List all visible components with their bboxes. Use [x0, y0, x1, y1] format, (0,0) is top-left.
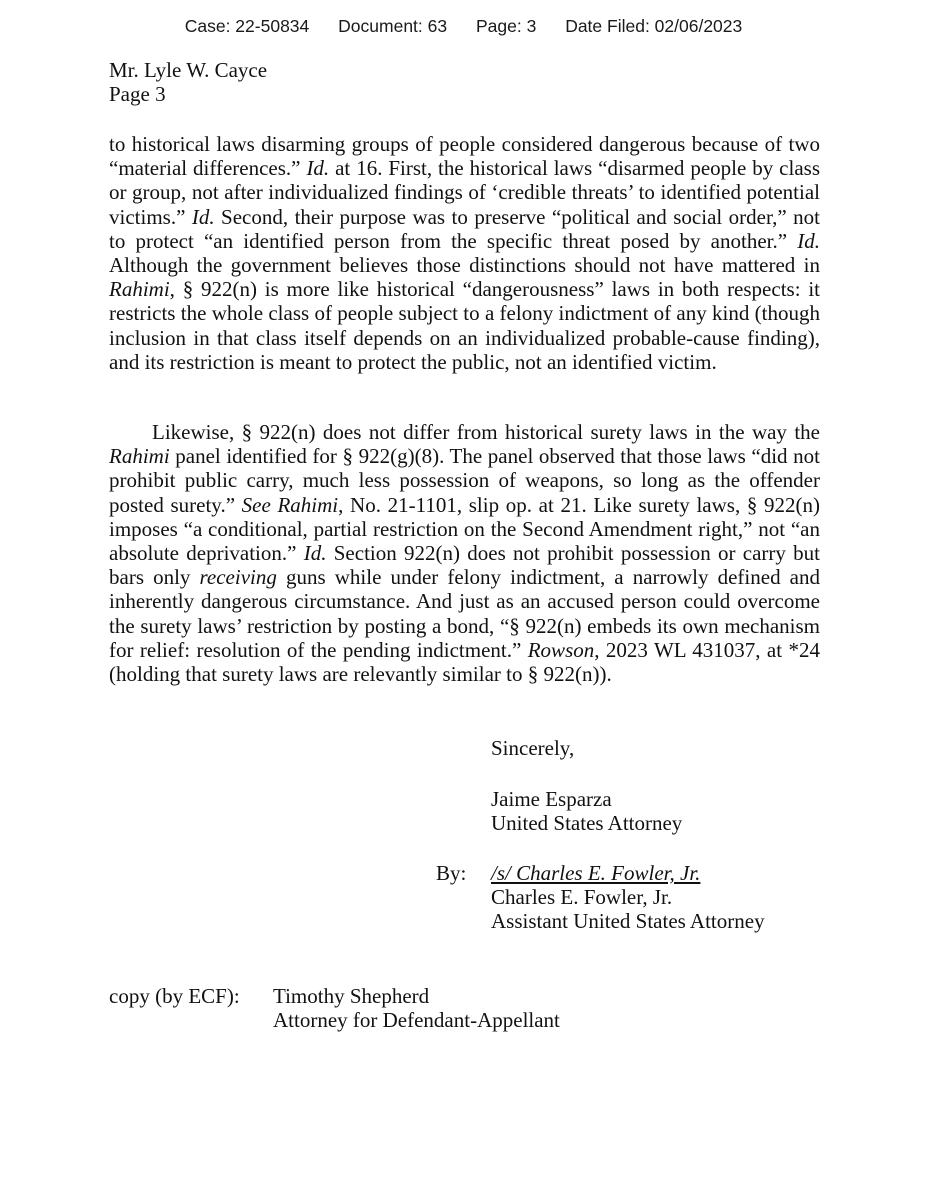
emphasis-italic: receiving — [199, 565, 277, 590]
addressee-block — [109, 58, 267, 106]
case-name-italic: Rahimi — [109, 444, 170, 469]
text-run: , 2023 WL 431037, at *24 (holding that surety laws are relevantly similar to § 922(n)). — [109, 637, 820, 687]
text-run: guns while under felony indictment, a narrowly defined and inherently dangerous circumstance. And just as an accused person could overcome the surety laws’ restriction by posting a bond, “§ 922(n) embeds its own mechanism for relief: resolution of the pending indictment.” — [109, 565, 820, 662]
case-name-italic: Rahimi — [109, 277, 170, 302]
attorney-title: United States Attorney — [491, 811, 683, 836]
citation-italic: Id. — [797, 228, 820, 253]
closing-sincerely: Sincerely, — [491, 736, 575, 760]
recipient-name: Timothy Shepherd — [273, 984, 430, 1008]
closing-block — [491, 787, 682, 835]
text-run: panel identified for § 922(g)(8). The panel observed that those laws “did not prohibit public carry, much less possession of weapons, so long as the offender posted surety.” — [109, 444, 820, 517]
text-run: to historical laws disarming groups of people considered dangerous because of two “material differences.” — [109, 132, 820, 181]
paragraph-2-text — [109, 420, 820, 686]
recipient-role: Attorney for Defendant-Appellant — [273, 1008, 560, 1033]
electronic-signature: /s/ Charles E. Fowler, Jr. — [491, 861, 701, 885]
text-run: at 16. First, the historical laws “disarmed people by class or group, not after individualized findings of ‘credible threats’ to identified potential victims.” — [109, 156, 821, 229]
paragraph-1-text — [109, 132, 820, 374]
text-run: , No. 21-1101, slip op. at 21. Like surety laws, § 922(n) imposes “a conditional, partial restriction on the Second Amendment right,” not “an absolute deprivation.” — [109, 492, 820, 566]
signer-name: Charles E. Fowler, Jr. — [491, 885, 673, 910]
text-run: , § 922(n) is more like historical “dangerousness” laws in both respects: it restricts the whole class of people subject to a felony indictment of any kind (though inclusion in that class itself depends on an individualized probable-cause finding), and its restriction is meant to protect the public, not an identified victim. — [109, 277, 820, 374]
case-name-italic: Rowson — [527, 637, 595, 662]
copy-recipient — [273, 984, 560, 1032]
addressee-name: Mr. Lyle W. Cayce — [109, 58, 268, 82]
citation-italic: Id. — [303, 541, 327, 566]
case-header — [0, 16, 927, 37]
citation-italic: Id. — [191, 204, 215, 229]
text-run: Section 922(n) does not prohibit possession or carry but bars only — [109, 541, 820, 590]
paragraph-2 — [109, 420, 820, 686]
paragraph-1 — [109, 132, 820, 374]
citation-italic: See Rahimi — [241, 492, 339, 517]
text-run: Second, their purpose was to preserve “political and social order,” not to protect “an identified person from the specific threat posed by another.” — [109, 204, 821, 253]
addressee-page: Page 3 — [109, 82, 166, 107]
citation-italic: Id. — [306, 156, 330, 181]
signature-block — [491, 861, 765, 934]
document-number: Document: 63 — [338, 16, 448, 36]
attorney-name: Jaime Esparza — [491, 787, 612, 811]
page-number: Page: 3 — [475, 16, 537, 36]
text-run: Although the government believes those distinctions should not have mattered in — [109, 253, 820, 278]
text-run: Likewise, § 922(n) does not differ from historical surety laws in the way the — [152, 420, 820, 444]
signer-title: Assistant United States Attorney — [491, 909, 765, 934]
by-label: By: — [436, 861, 467, 885]
date-filed: Date Filed: 02/06/2023 — [565, 16, 743, 36]
case-number: Case: 22-50834 — [184, 16, 310, 36]
copy-label: copy (by ECF): — [109, 984, 240, 1008]
